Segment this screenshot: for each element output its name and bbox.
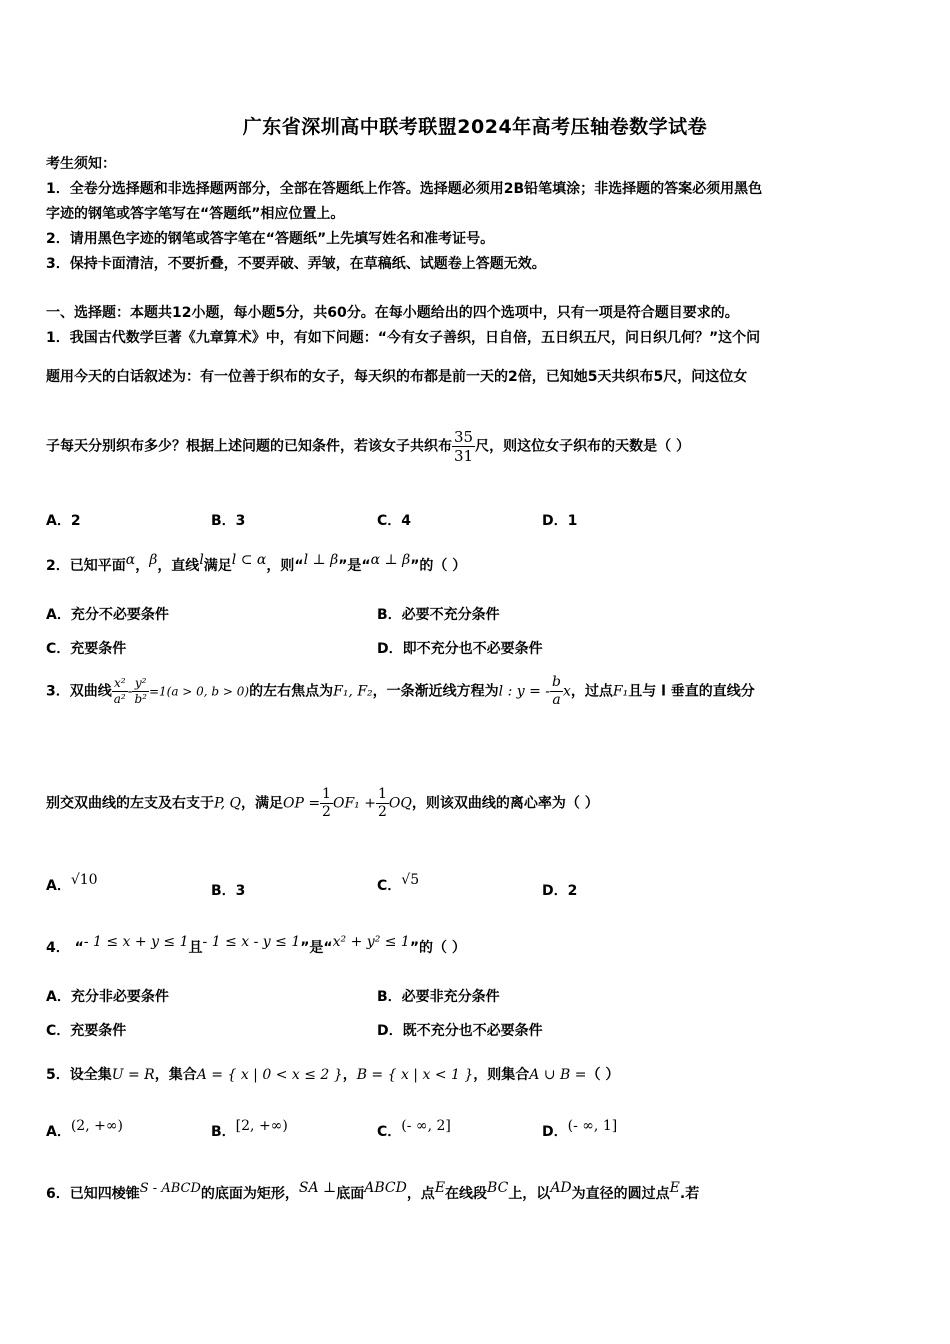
q3-text-7: ，满足 bbox=[240, 795, 283, 812]
q4-text-2: 且 bbox=[188, 940, 203, 956]
q5-text-2: ，集合 bbox=[154, 1067, 197, 1083]
q3-vec-op: OP = bbox=[282, 795, 321, 812]
q6-pyramid: S - ABCD bbox=[139, 1181, 201, 1196]
q5-stem bbox=[46, 1064, 619, 1084]
q2-text-2: ，直线 bbox=[157, 558, 200, 574]
q5-set-b: B = { x | x < 1 } bbox=[356, 1067, 474, 1083]
q5-option-d[interactable] bbox=[542, 1118, 617, 1141]
q2-expr-2: α ⊥ β bbox=[370, 552, 411, 568]
q1-line2: 题用今天的白话叙述为：有一位善于织布的女子，每天织的布都是前一天的2倍，已知她5天共织布5尺，问这位女 bbox=[46, 369, 748, 385]
q3-option-c-value: √5 bbox=[401, 872, 420, 888]
q4-expr-2: - 1 ≤ x - y ≤ 1 bbox=[202, 934, 301, 950]
exam-title: 广东省深圳高中联考联盟2024年高考压轴卷数学试卷 bbox=[242, 116, 708, 138]
q3-option-b[interactable]: B．3 bbox=[211, 883, 246, 899]
q6-text-5: 在线段 bbox=[445, 1186, 488, 1202]
q2-text-6: ”的（ ） bbox=[410, 558, 467, 574]
q2-beta: β bbox=[149, 552, 158, 568]
q4-text-1: 4． “ bbox=[46, 940, 84, 956]
notice-item-2: 2．请用黑色字迹的钢笔或答字笔在“答题纸”上先填写姓名和准考证号。 bbox=[46, 231, 495, 247]
q6-point-e: E bbox=[434, 1180, 446, 1196]
q4-option-a[interactable]: A．充分非必要条件 bbox=[46, 989, 169, 1005]
q3-asym-x: x bbox=[563, 683, 571, 700]
q3-option-a[interactable] bbox=[46, 872, 98, 895]
q6-text-1: 6．已知四棱锥 bbox=[46, 1186, 140, 1202]
q4-text-3: ”是“ bbox=[300, 940, 333, 956]
notice-item-1b: 字迹的钢笔或答字笔写在“答题纸”相应位置上。 bbox=[46, 206, 345, 222]
q3-vec-oq: OQ bbox=[388, 795, 412, 812]
q3-text-2: 的左右焦点为 bbox=[249, 683, 334, 700]
q6-text-6: 上，以 bbox=[508, 1186, 551, 1202]
q6-point-e-2: E bbox=[669, 1180, 680, 1196]
notice-item-1a: 1．全卷分选择题和非选择题两部分，全部在答题纸上作答。选择题必须用2B铅笔填涂；非选择题的答案必须用黑色 bbox=[46, 181, 763, 197]
q5-universe: U = R bbox=[111, 1067, 155, 1083]
q1-frac-num: 35 bbox=[454, 428, 474, 446]
q4-expr-1: - 1 ≤ x + y ≤ 1 bbox=[83, 934, 189, 950]
q2-text-3: 满足 bbox=[203, 558, 232, 574]
q4-text-4: ”的（ ） bbox=[409, 940, 466, 956]
q1-line3-a: 子每天分别织布多少？根据上述问题的已知条件，若该女子共织布 bbox=[46, 438, 452, 455]
q3-vec-of1: OF₁ + bbox=[332, 795, 376, 812]
q2-option-b[interactable]: B．必要不充分条件 bbox=[377, 607, 500, 623]
q6-stem bbox=[46, 1180, 699, 1203]
q6-text-8: .若 bbox=[679, 1186, 700, 1202]
q2-stem bbox=[46, 552, 466, 575]
q4-option-c[interactable]: C．充要条件 bbox=[46, 1023, 127, 1039]
q2-line-l: l bbox=[199, 552, 204, 568]
q5-text-3: ，则集合 bbox=[473, 1067, 530, 1083]
q2-text-4: ，则“ bbox=[266, 558, 304, 574]
q5-option-a-value: (2, +∞) bbox=[70, 1118, 123, 1134]
q1-line3 bbox=[46, 428, 690, 465]
q1-fraction bbox=[452, 428, 475, 465]
q5-option-a-label: A． bbox=[46, 1124, 71, 1140]
q6-abcd: ABCD bbox=[364, 1180, 407, 1196]
q3-half-2-den: 2 bbox=[377, 803, 387, 820]
section-heading: 一、选择题：本题共12小题，每小题5分，共60分。在每小题给出的四个选项中，只有一项是符合题目要求的。 bbox=[46, 305, 739, 321]
q3-asym-a: a bbox=[552, 691, 561, 708]
q3-half-2-num: 1 bbox=[377, 786, 387, 802]
q2-expr-1: l ⊥ β bbox=[303, 552, 339, 568]
q2-option-d[interactable]: D．即不充分也不必要条件 bbox=[377, 641, 543, 657]
q3-option-c[interactable] bbox=[377, 872, 419, 895]
q3-pq: P, Q bbox=[214, 795, 241, 812]
q5-option-b-value: [2, +∞) bbox=[235, 1118, 288, 1134]
q3-half-1-den: 2 bbox=[322, 803, 331, 820]
q3-stem-2 bbox=[46, 786, 599, 821]
q1-line3-b: 尺，则这位女子织布的天数是（ ） bbox=[475, 438, 690, 455]
q3-option-a-label: A． bbox=[46, 878, 71, 894]
q4-option-b[interactable]: B．必要非充分条件 bbox=[377, 989, 500, 1005]
q6-ad: AD bbox=[550, 1180, 572, 1196]
q5-option-d-value: (- ∞, 1] bbox=[567, 1118, 618, 1134]
q3-frac-x bbox=[112, 676, 128, 706]
q5-option-c-value: (- ∞, 2] bbox=[401, 1118, 451, 1134]
q6-text-3: 底面 bbox=[336, 1186, 365, 1202]
q5-option-d-label: D． bbox=[542, 1124, 568, 1140]
q3-minus: - bbox=[127, 683, 133, 700]
q3-a2: a² bbox=[113, 691, 126, 706]
q5-text-4: （ ） bbox=[586, 1067, 620, 1083]
q3-y2: y² bbox=[132, 676, 149, 691]
q5-option-c[interactable] bbox=[377, 1118, 451, 1141]
q3-asym-lhs: l : y = - bbox=[498, 683, 551, 700]
q3-option-a-value: √10 bbox=[70, 872, 98, 888]
q1-option-b[interactable]: B．3 bbox=[211, 513, 246, 529]
q5-option-c-label: C． bbox=[377, 1124, 402, 1140]
q3-rhs: =1(a > 0, b > 0) bbox=[148, 684, 250, 699]
q5-comma: ， bbox=[342, 1067, 357, 1083]
q3-asym-b: b bbox=[552, 674, 562, 690]
q1-option-a[interactable]: A．2 bbox=[46, 513, 81, 529]
q3-text-8: ，则该双曲线的离心率为（ ） bbox=[411, 795, 599, 812]
notice-heading: 考生须知： bbox=[46, 156, 116, 172]
q2-text-5: ”是“ bbox=[338, 558, 371, 574]
q4-stem bbox=[46, 934, 466, 957]
q3-f1: F₁ bbox=[612, 683, 629, 700]
q5-option-b-label: B． bbox=[211, 1124, 236, 1140]
q3-x2: x² bbox=[112, 676, 128, 691]
q5-union: A ∪ B = bbox=[529, 1067, 587, 1083]
q5-option-b[interactable] bbox=[211, 1118, 288, 1141]
q6-bc: BC bbox=[487, 1180, 509, 1196]
q6-sa: SA ⊥ bbox=[298, 1180, 337, 1196]
q2-option-c[interactable]: C．充要条件 bbox=[46, 641, 127, 657]
q3-half-1 bbox=[320, 786, 333, 821]
q3-frac-ba bbox=[550, 674, 563, 709]
q2-option-a[interactable]: A．充分不必要条件 bbox=[46, 607, 169, 623]
q3-half-2 bbox=[376, 786, 389, 821]
q1-option-c[interactable]: C．4 bbox=[377, 513, 412, 529]
q1-frac-den: 31 bbox=[454, 447, 474, 465]
q5-option-a[interactable] bbox=[46, 1118, 123, 1141]
q3-option-c-label: C． bbox=[377, 878, 402, 894]
q1-option-d[interactable]: D．1 bbox=[542, 513, 578, 529]
q2-text-1: 2．已知平面 bbox=[46, 558, 126, 574]
q3-stem-1 bbox=[46, 674, 755, 709]
q2-condition: l ⊂ α bbox=[231, 552, 267, 568]
q3-text-6: 别交双曲线的左支及右支于 bbox=[46, 795, 214, 812]
q5-set-a: A = { x | 0 < x ≤ 2 } bbox=[196, 1067, 343, 1083]
q4-expr-3: x² + y² ≤ 1 bbox=[332, 934, 410, 950]
q5-text-1: 5．设全集 bbox=[46, 1067, 112, 1083]
q3-option-d[interactable]: D．2 bbox=[542, 883, 578, 899]
q6-text-7: 为直径的圆过点 bbox=[571, 1186, 670, 1202]
notice-item-3: 3．保持卡面清洁，不要折叠，不要弄破、弄皱，在草稿纸、试题卷上答题无效。 bbox=[46, 256, 546, 272]
q3-b2: b² bbox=[134, 691, 147, 706]
q3-text-3: ，一条渐近线方程为 bbox=[372, 683, 499, 700]
q3-half-1-num: 1 bbox=[322, 786, 331, 802]
q3-foci: F₁, F₂ bbox=[333, 683, 373, 700]
q2-comma: ， bbox=[135, 558, 150, 574]
q6-text-4: ，点 bbox=[406, 1186, 435, 1202]
q3-text-5: 且与 l 垂直的直线分 bbox=[628, 683, 755, 700]
q3-frac-y bbox=[132, 676, 149, 706]
q3-text-1: 3．双曲线 bbox=[46, 683, 112, 700]
q2-alpha: α bbox=[125, 552, 136, 568]
q4-option-d[interactable]: D．既不充分也不必要条件 bbox=[377, 1023, 543, 1039]
q6-text-2: 的底面为矩形， bbox=[200, 1186, 299, 1202]
q3-text-4: ，过点 bbox=[570, 683, 613, 700]
q1-line1: 1．我国古代数学巨著《九章算术》中，有如下问题：“今有女子善织，日自倍，五日织五尺，问日织几何？”这个问 bbox=[46, 330, 761, 346]
